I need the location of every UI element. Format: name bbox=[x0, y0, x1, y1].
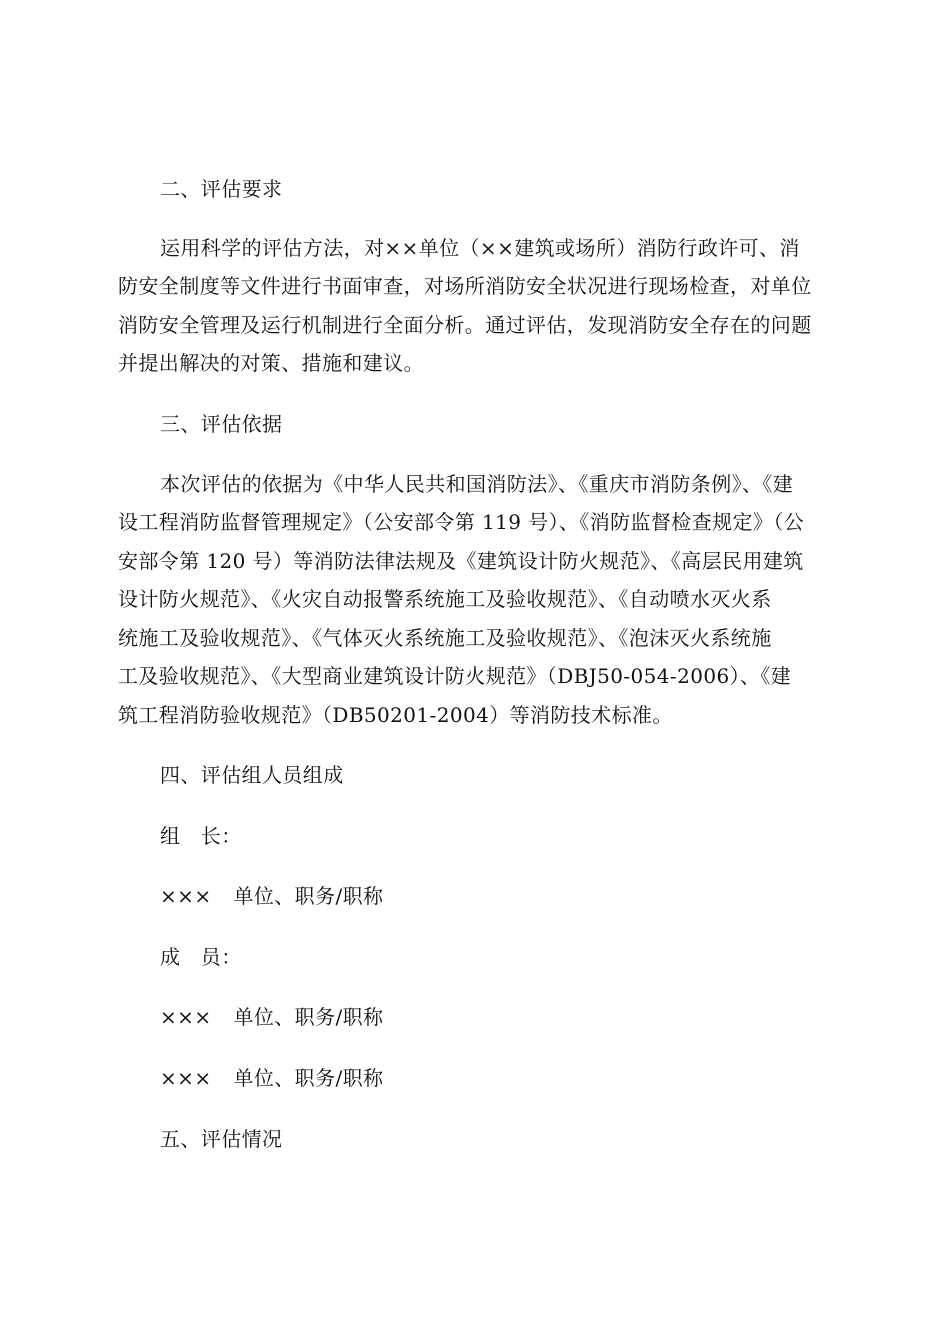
paragraph-line: 设工程消防监督管理规定》（公安部令第 119 号）、《消防监督检查规定》（公 bbox=[118, 510, 805, 534]
person-info: 单位、职务/职称 bbox=[233, 1066, 384, 1090]
paragraph-line: 筑工程消防验收规范》（DB50201-2004）等消防技术标准。 bbox=[118, 703, 673, 727]
paragraph-line: 防安全制度等文件进行书面审查，对场所消防安全状况进行现场检查，对单位 bbox=[118, 274, 812, 298]
person-name: ××× bbox=[160, 1066, 212, 1090]
paragraph-line: 统施工及验收规范》、《气体灭火系统施工及验收规范》、《泡沫灭火系统施 bbox=[118, 626, 772, 650]
paragraph-line: 本次评估的依据为《中华人民共和国消防法》、《重庆市消防条例》、《建 bbox=[160, 472, 794, 496]
team-member-entry bbox=[160, 998, 880, 1036]
paragraph-line: 工及验收规范》、《大型商业建筑设计防火规范》（DBJ50-054-2006）、《建 bbox=[118, 664, 792, 688]
person-name: ××× bbox=[160, 1005, 212, 1029]
section-heading-requirements: 二、评估要求 bbox=[160, 177, 283, 201]
section-heading-team: 四、评估组人员组成 bbox=[160, 763, 344, 787]
paragraph-line: 运用科学的评估方法，对××单位（××建筑或场所）消防行政许可、消 bbox=[160, 236, 800, 260]
section-heading-basis: 三、评估依据 bbox=[160, 412, 283, 436]
team-members-label: 成 员： bbox=[160, 945, 242, 969]
person-name: ××× bbox=[160, 884, 212, 908]
paragraph-line: 消防安全管理及运行机制进行全面分析。通过评估，发现消防安全存在的问题 bbox=[118, 313, 812, 337]
team-member-entry bbox=[160, 1059, 880, 1097]
team-leader-label: 组 长： bbox=[160, 824, 242, 848]
person-info: 单位、职务/职称 bbox=[233, 1005, 384, 1029]
paragraph-line: 安部令第 120 号）等消防法律法规及《建筑设计防火规范》、《高层民用建筑 bbox=[118, 549, 804, 573]
paragraph-line: 设计防火规范》、《火灾自动报警系统施工及验收规范》、《自动喷水灭火系 bbox=[118, 587, 772, 611]
team-leader-entry bbox=[160, 877, 880, 915]
paragraph-line: 并提出解决的对策、措施和建议。 bbox=[118, 351, 424, 375]
person-info: 单位、职务/职称 bbox=[233, 884, 384, 908]
section-heading-situation: 五、评估情况 bbox=[160, 1127, 283, 1151]
